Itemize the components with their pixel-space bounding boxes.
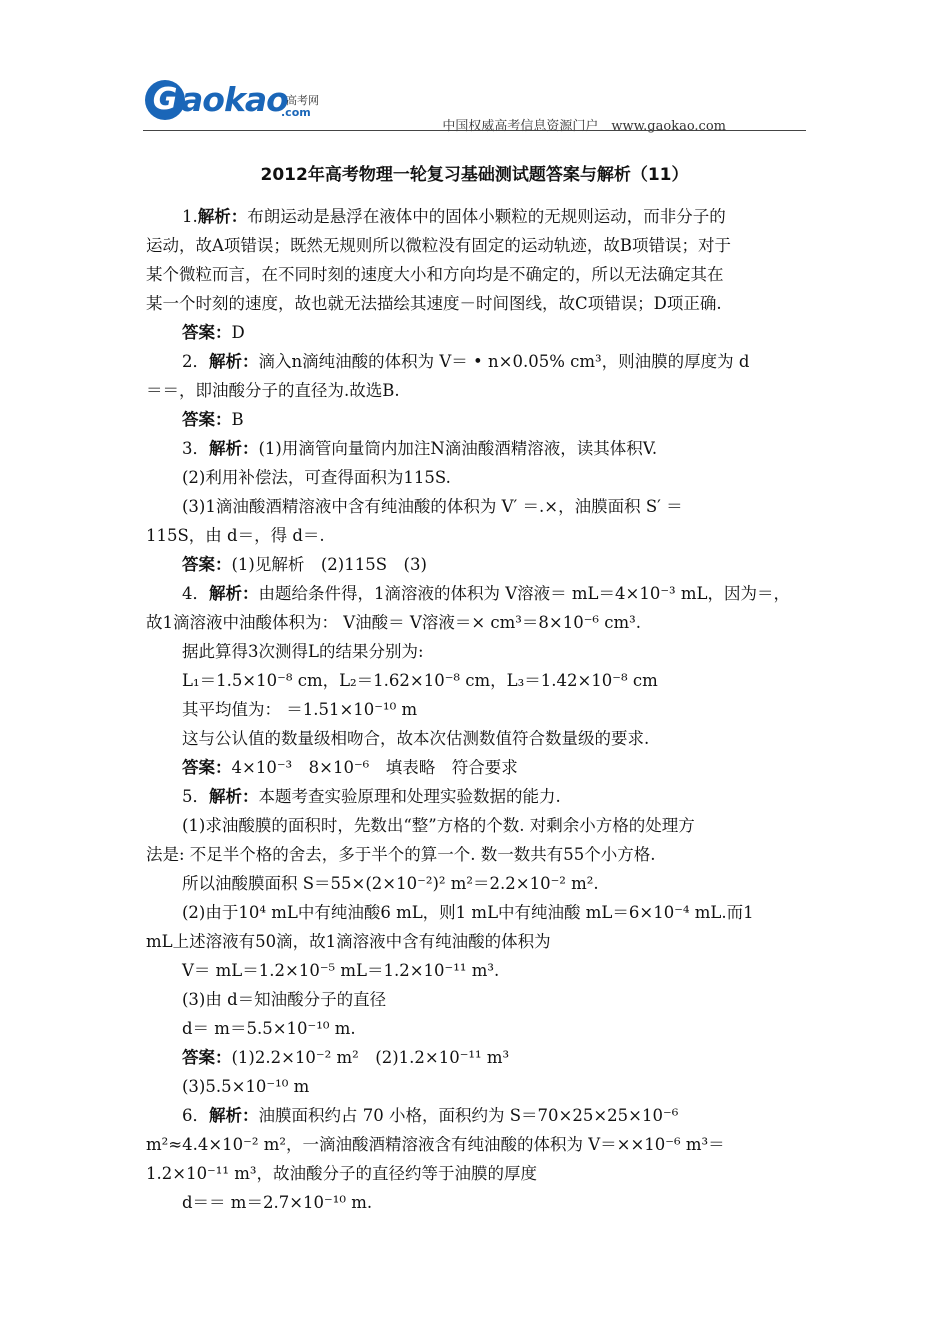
text-line [146, 695, 808, 724]
text-line [146, 1043, 808, 1072]
text-segment: 某一个时刻的速度，故也就无法描绘其速度－时间图线，故C项错误；D项正确. [146, 294, 722, 313]
text-segment: 4． [182, 584, 209, 603]
text-line [146, 898, 808, 927]
text-segment: (1)见解析 (2)115S (3) [231, 555, 427, 574]
bold-label: 解析： [209, 1106, 259, 1125]
text-segment: (2)由于10⁴ mL中有纯油酸6 mL，则1 mL中有纯油酸 mL＝6×10⁻⁴ mL.而1 [182, 903, 754, 922]
bold-label: 解析： [209, 584, 259, 603]
text-segment: 据此算得3次测得L的结果分别为: [182, 642, 424, 661]
text-segment: L₁＝1.5×10⁻⁸ cm，L₂＝1.62×10⁻⁸ cm，L₃＝1.42×10⁻⁸ cm [182, 671, 658, 690]
text-line [146, 840, 808, 869]
text-segment: 4×10⁻³ 8×10⁻⁶ 填表略 符合要求 [231, 758, 518, 777]
logo-domain: .com [281, 106, 311, 119]
text-line [146, 608, 808, 637]
text-segment: B [231, 410, 244, 429]
bold-label: 答案： [182, 323, 232, 342]
text-segment: D [231, 323, 245, 342]
text-segment: 由题给条件得，1滴溶液的体积为 V溶液＝ mL＝4×10⁻³ mL，因为＝， [258, 584, 790, 603]
text-line [146, 1188, 808, 1217]
bold-label: 答案： [182, 410, 232, 429]
text-segment: 5． [182, 787, 209, 806]
text-line [146, 927, 808, 956]
text-segment: 115S，由 d＝，得 d＝. [146, 526, 325, 545]
text-line [146, 579, 808, 608]
text-segment: 法是: 不足半个格的舍去，多于半个的算一个. 数一数共有55个小方格. [146, 845, 656, 864]
text-line [146, 753, 808, 782]
text-line [146, 405, 808, 434]
text-segment: 运动，故A项错误；既然无规则所以微粒没有固定的运动轨迹，故B项错误；对于 [146, 236, 732, 255]
bold-label: 解析： [197, 207, 248, 226]
logo-wordmark: aokao [181, 80, 288, 119]
text-segment: 所以油酸膜面积 S＝55×(2×10⁻²)² m²＝2.2×10⁻² m². [182, 874, 599, 893]
text-segment: 1.2×10⁻¹¹ m³，故油酸分子的直径约等于油膜的厚度 [146, 1164, 538, 1183]
gaokao-logo[interactable] [143, 78, 333, 124]
text-segment: 1. [182, 207, 198, 226]
text-segment: (3)由 d＝知油酸分子的直径 [182, 990, 387, 1009]
document-body [146, 202, 808, 1217]
text-segment: 2． [182, 352, 209, 371]
bold-label: 答案： [182, 758, 232, 777]
bold-label: 解析： [209, 787, 259, 806]
text-line [146, 1014, 808, 1043]
text-line [146, 347, 808, 376]
text-line [146, 318, 808, 347]
text-line [146, 260, 808, 289]
text-line [146, 376, 808, 405]
text-segment: 其平均值为： ＝1.51×10⁻¹⁰ m [182, 700, 418, 719]
text-segment: (2)利用补偿法，可查得面积为115S. [182, 468, 451, 487]
text-segment: (3)1滴油酸酒精溶液中含有纯油酸的体积为 V′ ＝.×，油膜面积 S′ ＝ [182, 497, 683, 516]
header-divider [143, 130, 806, 131]
text-segment: V＝ mL＝1.2×10⁻⁵ mL＝1.2×10⁻¹¹ m³. [182, 961, 500, 980]
text-line [146, 985, 808, 1014]
text-line [146, 666, 808, 695]
text-segment: d＝ m＝5.5×10⁻¹⁰ m. [182, 1019, 356, 1038]
text-line [146, 637, 808, 666]
text-line [146, 202, 808, 231]
text-segment: 布朗运动是悬浮在液体中的固体小颗粒的无规则运动，而非分子的 [247, 207, 726, 226]
text-line [146, 1101, 808, 1130]
text-segment: (1)求油酸膜的面积时，先数出“整”方格的个数. 对剩余小方格的处理方 [182, 816, 695, 835]
text-line [146, 1130, 808, 1159]
text-line [146, 231, 808, 260]
text-line [146, 434, 808, 463]
text-segment: 某个微粒而言，在不同时刻的速度大小和方向均是不确定的，所以无法确定其在 [146, 265, 724, 284]
text-line [146, 1072, 808, 1101]
logo-chinese-name: 高考网 [286, 94, 319, 107]
text-segment: (1)用滴管向量筒内加注N滴油酸酒精溶液，读其体积V. [258, 439, 658, 458]
text-segment: 滴入n滴纯油酸的体积为 V＝ • n×0.05% cm³，则油膜的厚度为 d [258, 352, 750, 371]
text-segment: ＝＝，即油酸分子的直径为.故选B. [146, 381, 400, 400]
text-line [146, 550, 808, 579]
bold-label: 答案： [182, 1048, 232, 1067]
bold-label: 解析： [209, 352, 259, 371]
text-line [146, 869, 808, 898]
text-line [146, 1159, 808, 1188]
text-segment: 故1滴溶液中油酸体积为： V油酸＝ V溶液＝× cm³＝8×10⁻⁶ cm³. [146, 613, 642, 632]
text-segment: 本题考查实验原理和处理实验数据的能力. [258, 787, 561, 806]
bold-label: 解析： [209, 439, 259, 458]
text-line [146, 956, 808, 985]
text-segment: 3． [182, 439, 209, 458]
text-line [146, 492, 808, 521]
text-segment: m²≈4.4×10⁻² m²，一滴油酸酒精溶液含有纯油酸的体积为 V＝××10⁻⁶ m³＝ [146, 1135, 725, 1154]
logo-letter: G [145, 80, 185, 120]
text-segment: (1)2.2×10⁻² m² (2)1.2×10⁻¹¹ m³ [231, 1048, 510, 1067]
text-line [146, 463, 808, 492]
text-line [146, 521, 808, 550]
text-segment: mL上述溶液有50滴，故1滴溶液中含有纯油酸的体积为 [146, 932, 551, 951]
text-segment: (3)5.5×10⁻¹⁰ m [182, 1077, 310, 1096]
document-title: 2012年高考物理一轮复习基础测试题答案与解析（11） [260, 165, 689, 185]
text-segment: 油膜面积约占 70 小格，面积约为 S＝70×25×25×10⁻⁶ [258, 1106, 679, 1125]
header-tagline: 中国权威高考信息资源门户 www.gaokao.com [442, 119, 726, 134]
text-segment: 6． [182, 1106, 209, 1125]
bold-label: 答案： [182, 555, 232, 574]
text-line [146, 782, 808, 811]
text-segment: 这与公认值的数量级相吻合，故本次估测数值符合数量级的要求. [182, 729, 650, 748]
text-line [146, 289, 808, 318]
text-line [146, 724, 808, 753]
page-header [143, 74, 806, 132]
text-segment: d＝＝ m＝2.7×10⁻¹⁰ m. [182, 1193, 373, 1212]
text-line [146, 811, 808, 840]
